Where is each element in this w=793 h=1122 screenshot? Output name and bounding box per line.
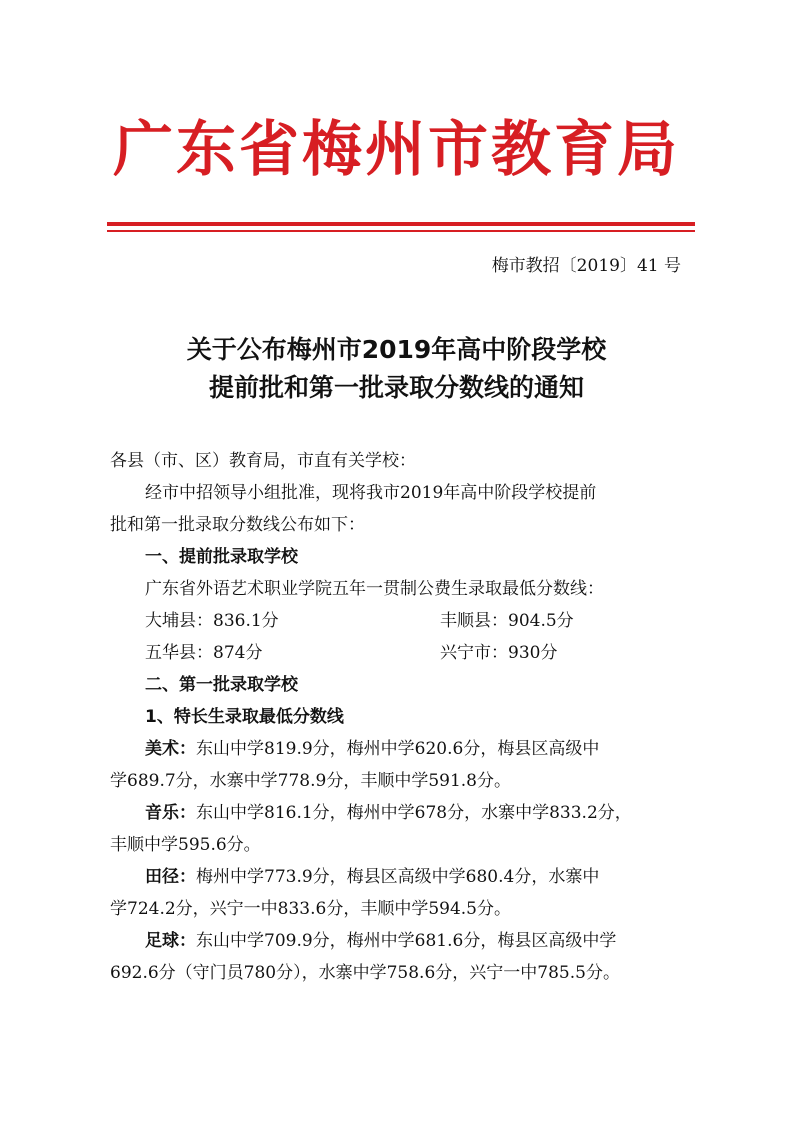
score-dabu: 大埔县：836.1分 (145, 611, 279, 631)
art-line-2: 学689.7分，水寨中学778.9分，丰顺中学591.8分。 (110, 771, 512, 791)
document-number: 梅市教招〔2019〕41 号 (491, 256, 681, 276)
track-line-2: 学724.2分，兴宁一中833.6分，丰顺中学594.5分。 (110, 899, 512, 919)
red-rule-thick (107, 222, 695, 226)
score-fengshun: 丰顺县：904.5分 (440, 611, 574, 631)
track-text-1: 梅州中学773.9分，梅县区高级中学680.4分，水寨中 (196, 867, 600, 887)
section-1-description: 广东省外语艺术职业学院五年一贯制公费生录取最低分数线： (145, 579, 604, 599)
track-label: 田径： (145, 867, 196, 887)
football-label: 足球： (145, 931, 196, 951)
art-label: 美术： (145, 739, 196, 759)
section-1-heading: 一、提前批录取学校 (145, 547, 298, 567)
football-text-1: 东山中学709.9分，梅州中学681.6分，梅县区高级中学 (196, 931, 617, 951)
art-line-1 (145, 734, 599, 764)
score-xingning: 兴宁市：930分 (440, 643, 558, 663)
football-line-2: 692.6分（守门员780分），水寨中学758.6分，兴宁一中785.5分。 (110, 963, 620, 983)
art-text-1: 东山中学819.9分，梅州中学620.6分，梅县区高级中 (196, 739, 600, 759)
masthead: 广东省梅州市教育局 (113, 115, 680, 185)
music-text-1: 东山中学816.1分，梅州中学678分，水寨中学833.2分， (196, 803, 632, 823)
track-line-1 (145, 862, 599, 892)
intro-line-1: 经市中招领导小组批准，现将我市2019年高中阶段学校提前 (145, 483, 597, 503)
salutation: 各县（市、区）教育局，市直有关学校： (110, 451, 416, 471)
music-line-2: 丰顺中学595.6分。 (110, 835, 261, 855)
music-line-1 (145, 798, 632, 828)
football-line-1 (145, 926, 616, 956)
section-2-sub-1: 1、特长生录取最低分数线 (145, 707, 344, 727)
section-2-heading: 二、第一批录取学校 (145, 675, 298, 695)
intro-line-2: 批和第一批录取分数线公布如下： (110, 515, 365, 535)
red-rule-thin (107, 230, 695, 232)
score-wuhua: 五华县：874分 (145, 643, 263, 663)
title-line-2: 提前批和第一批录取分数线的通知 (208, 373, 584, 402)
music-label: 音乐： (145, 803, 196, 823)
title-line-1: 关于公布梅州市2019年高中阶段学校 (186, 335, 607, 364)
